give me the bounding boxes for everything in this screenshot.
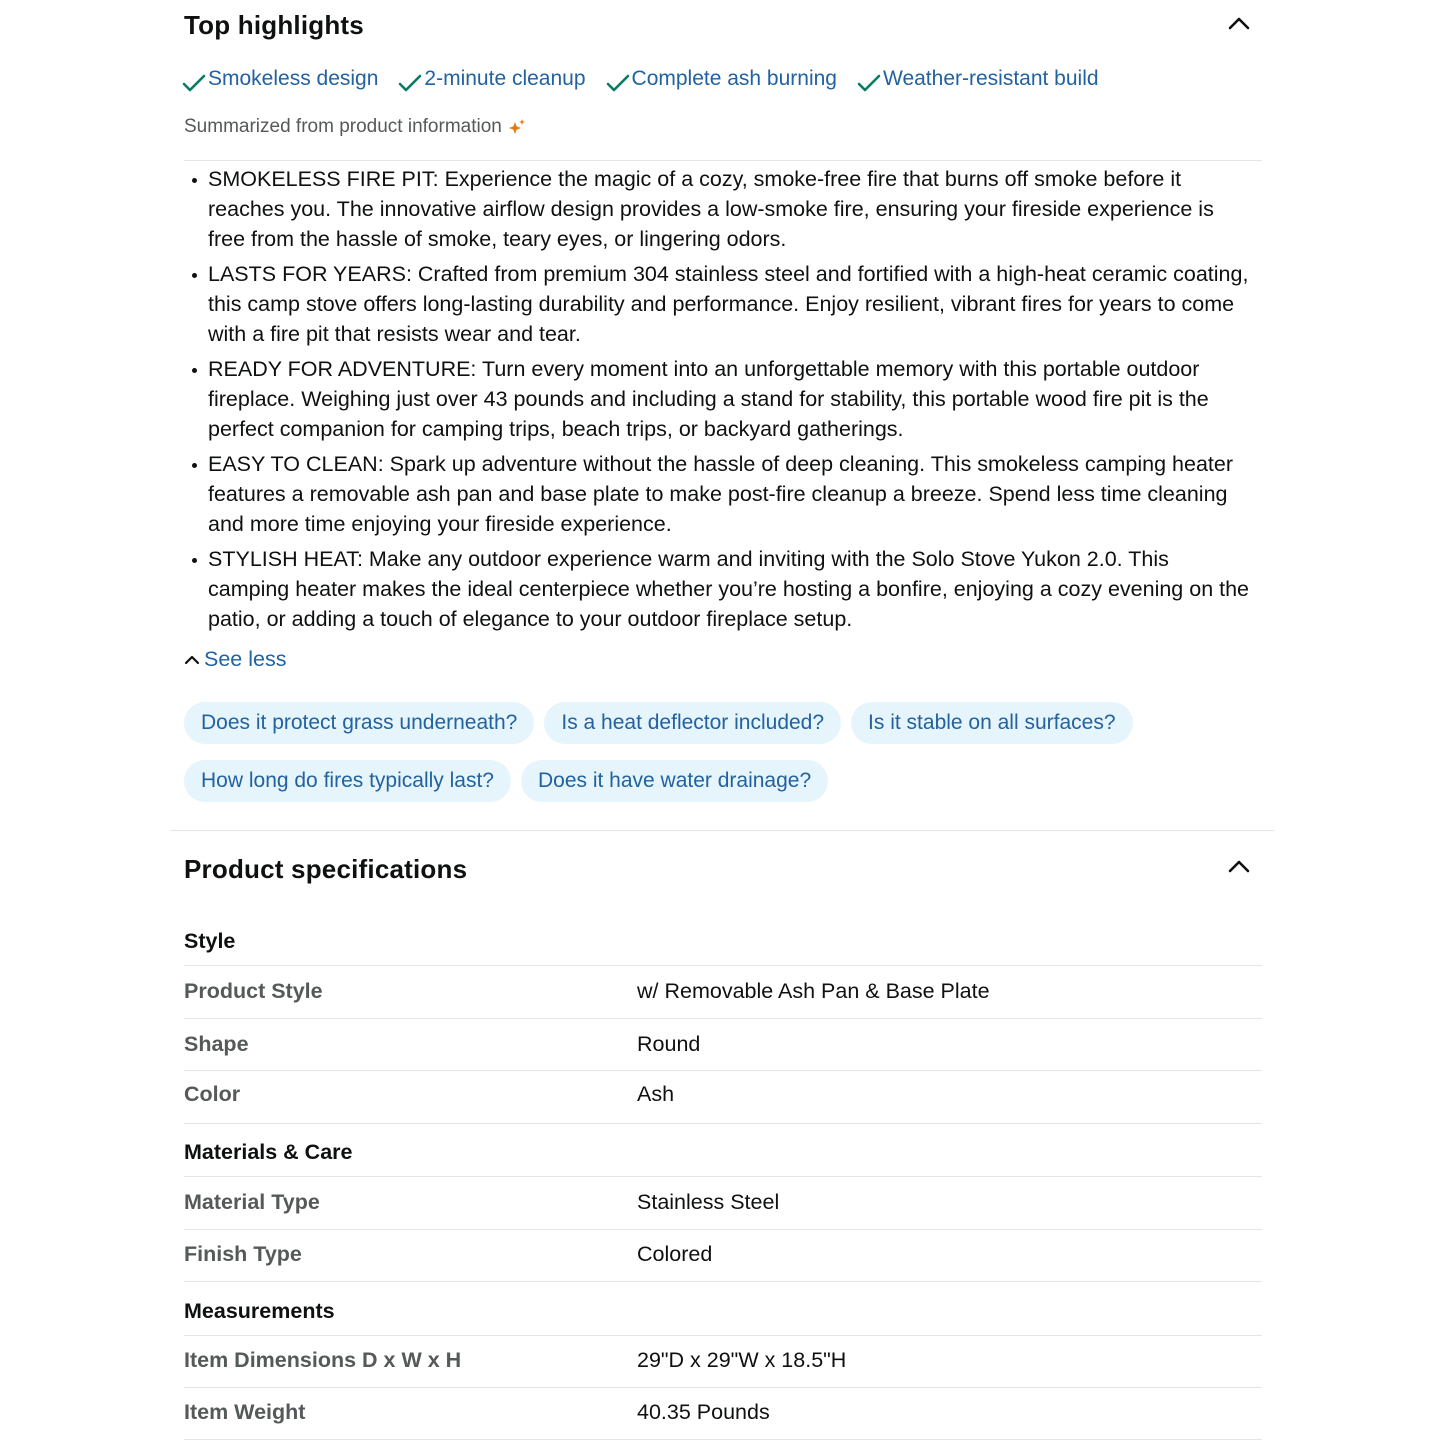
highlights-header xyxy=(184,10,364,41)
spec-value: 40.35 Pounds xyxy=(637,1399,770,1424)
highlight-item xyxy=(606,66,837,92)
spec-value: Colored xyxy=(637,1241,713,1266)
question-chip[interactable]: Does it protect grass underneath? xyxy=(184,702,534,744)
spec-row xyxy=(184,1068,1262,1120)
chevron-up-icon xyxy=(1228,859,1250,873)
specs-title: Product specifications xyxy=(184,854,468,884)
spec-divider xyxy=(184,1123,1262,1124)
question-chip[interactable]: How long do fires typically last? xyxy=(184,760,511,802)
collapse-highlights-button[interactable] xyxy=(1225,9,1253,37)
spec-label: Item Dimensions D x W x H xyxy=(184,1347,462,1372)
spec-label: Item Weight xyxy=(184,1399,306,1424)
spec-row xyxy=(184,965,1262,1017)
question-chip[interactable]: Does it have water drainage? xyxy=(521,760,828,802)
spec-label: Shape xyxy=(184,1031,249,1056)
checkmark-icon xyxy=(606,74,630,92)
see-less-link[interactable] xyxy=(184,647,286,672)
feature-bullet: EASY TO CLEAN: Spark up adventure without the hassle of deep cleaning. This smokeless camping heater features a removable ash pan and base plate to make post-fire cleanup a breeze. Spend less time cleaning and more time enjoying your fireside experience. xyxy=(186,449,1256,539)
highlight-label: 2-minute cleanup xyxy=(424,67,586,90)
spec-value: w/ Removable Ash Pan & Base Plate xyxy=(637,978,990,1003)
feature-bullet: STYLISH HEAT: Make any outdoor experience warm and inviting with the Solo Stove Yukon 2.0. This camping heater makes the ideal centerpiece whether you’re hosting a bonfire, enjoying a cozy evening on the patio, or adding a touch of elegance to your outdoor fireplace setup. xyxy=(186,544,1256,634)
spec-label: Color xyxy=(184,1081,241,1106)
feature-bullets xyxy=(186,164,1256,639)
feature-bullet: LASTS FOR YEARS: Crafted from premium 304 stainless steel and fortified with a high-heat ceramic coating, this camp stove offers long-lasting durability and performance. Enjoy resilient, vibrant fires for years to come with a fire pit that resists wear and tear. xyxy=(186,259,1256,349)
feature-bullet: READY FOR ADVENTURE: Turn every moment into an unforgettable memory with this portable outdoor fireplace. Weighing just over 43 pounds and including a stand for stability, this portable wood fire pit is the perfect companion for camping trips, beach trips, or backyard gatherings. xyxy=(186,354,1256,444)
checkmark-icon xyxy=(857,74,881,92)
highlight-chips xyxy=(182,66,1099,92)
highlight-label: Complete ash burning xyxy=(631,67,837,90)
spec-value: Ash xyxy=(637,1081,675,1106)
spec-group-title: Style xyxy=(184,929,236,953)
question-chips-row-1 xyxy=(184,702,1264,744)
spec-value: 29"D x 29"W x 18.5"H xyxy=(637,1347,847,1372)
highlight-item xyxy=(398,66,585,92)
spec-divider xyxy=(184,1281,1262,1282)
summary-note xyxy=(184,116,526,138)
chevron-up-icon xyxy=(1228,16,1250,30)
specs-header xyxy=(184,854,467,885)
spec-group-title: Measurements xyxy=(184,1299,335,1323)
spec-row xyxy=(184,1386,1262,1438)
spec-row xyxy=(184,1228,1262,1280)
highlight-label: Smokeless design xyxy=(208,67,379,90)
question-chips-row-2 xyxy=(184,760,1264,802)
spec-label: Material Type xyxy=(184,1189,320,1214)
section-divider xyxy=(170,830,1274,831)
chevron-up-icon xyxy=(184,654,200,666)
collapse-specs-button[interactable] xyxy=(1225,852,1253,880)
highlight-item xyxy=(857,66,1099,92)
sparkle-icon xyxy=(508,118,526,136)
spec-divider xyxy=(184,1439,1262,1440)
checkmark-icon xyxy=(398,74,422,92)
see-less-label: See less xyxy=(204,647,287,671)
highlights-title: Top highlights xyxy=(184,10,364,40)
spec-label: Product Style xyxy=(184,978,323,1003)
spec-group-title: Materials & Care xyxy=(184,1140,353,1164)
spec-row xyxy=(184,1334,1262,1386)
highlight-label: Weather-resistant build xyxy=(883,67,1099,90)
spec-value: Round xyxy=(637,1031,701,1056)
question-chip[interactable]: Is it stable on all surfaces? xyxy=(851,702,1132,744)
spec-row xyxy=(184,1018,1262,1070)
question-chip[interactable]: Is a heat deflector included? xyxy=(544,702,841,744)
spec-label: Finish Type xyxy=(184,1241,302,1266)
feature-bullet: SMOKELESS FIRE PIT: Experience the magic of a cozy, smoke-free fire that burns off smoke before it reaches you. The innovative airflow design provides a low-smoke fire, ensuring your fireside experience is free from the hassle of smoke, teary eyes, or lingering odors. xyxy=(186,164,1256,254)
checkmark-icon xyxy=(182,74,206,92)
spec-row xyxy=(184,1176,1262,1228)
highlights-divider xyxy=(184,160,1262,161)
highlight-item xyxy=(182,66,378,92)
spec-value: Stainless Steel xyxy=(637,1189,780,1214)
summary-text: Summarized from product information xyxy=(184,116,502,137)
